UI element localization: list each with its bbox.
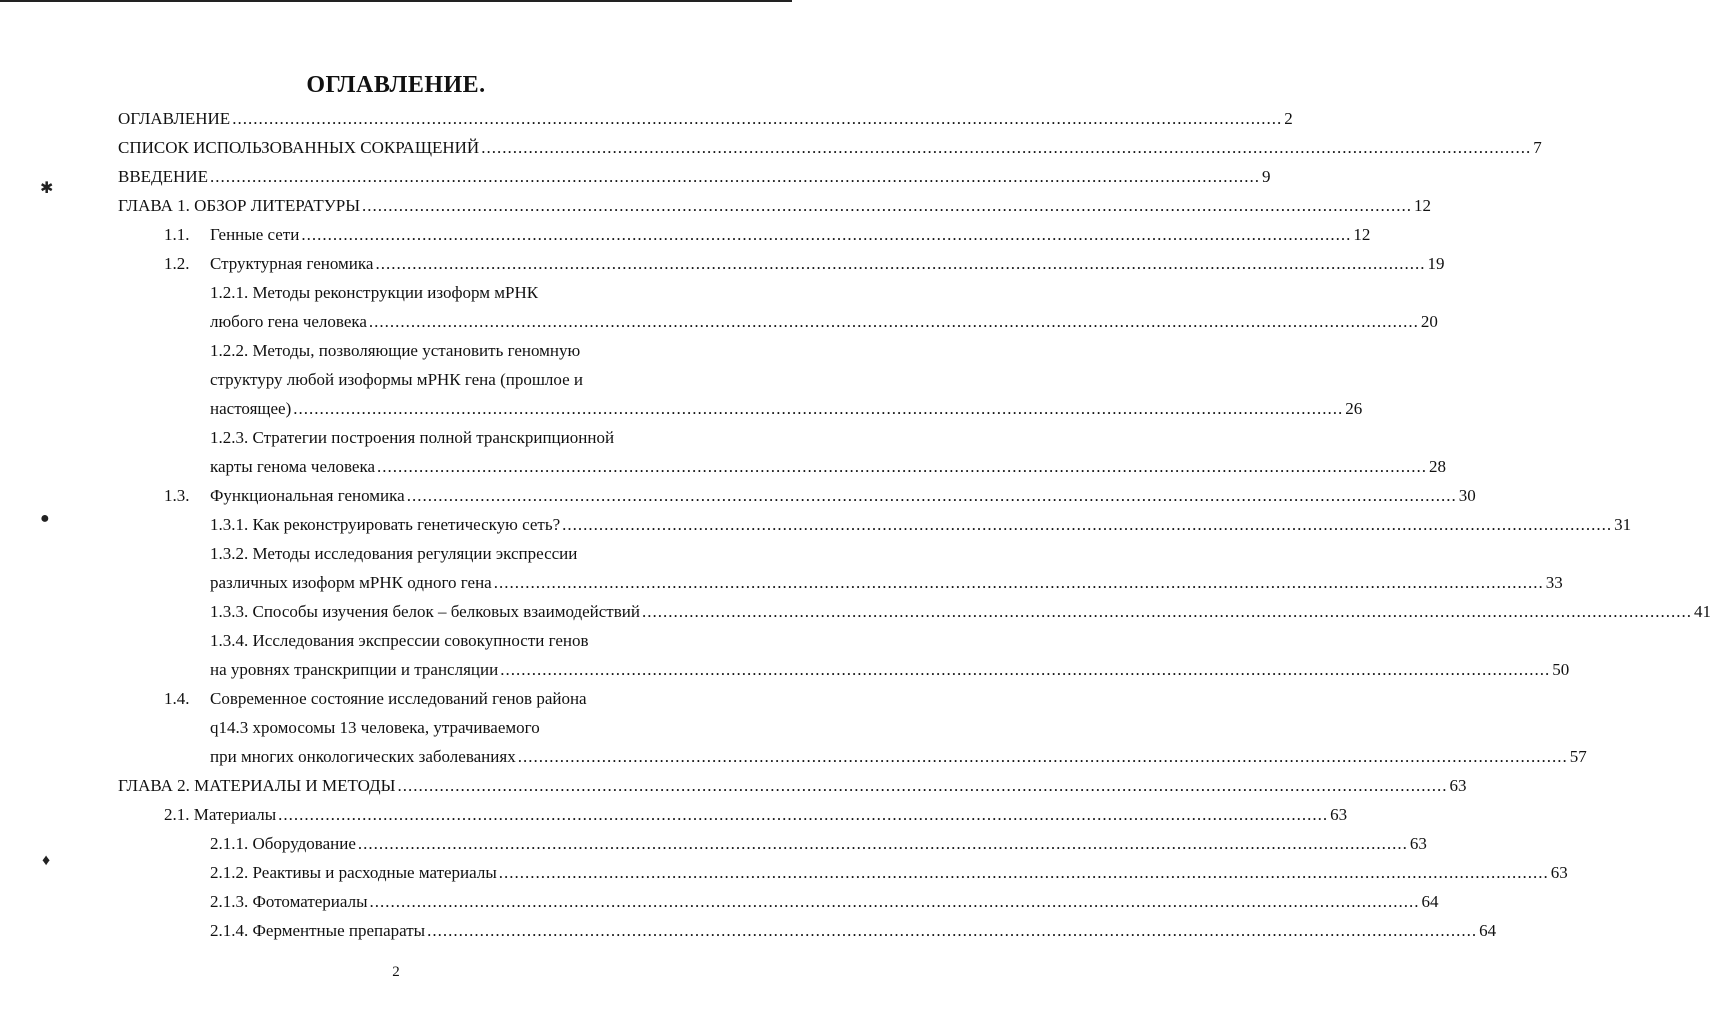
- page-title: ОГЛАВЛЕНИЕ.: [306, 72, 486, 98]
- toc-entry-label: Структурная геномика: [210, 254, 374, 273]
- toc-entry-label: Генные сети: [210, 225, 300, 244]
- toc-entry-label: различных изоформ мРНК одного гена: [210, 573, 492, 592]
- leader-dots: ........................................................................................................................................................................................................: [362, 196, 1413, 215]
- toc-entry[interactable]: [210, 742, 1587, 771]
- leader-dots: ........................................................................................................................................................................................................: [481, 138, 1532, 157]
- toc-entry[interactable]: [210, 452, 1447, 481]
- toc-entry-page: 2: [1284, 109, 1293, 128]
- toc-entry-line: структуру любой изоформы мРНК гена (прошлое и: [210, 370, 584, 389]
- leader-dots: ........................................................................................................................................................................................................: [375, 254, 1426, 273]
- toc-entry-label: 2.1.3. Фотоматериалы: [210, 892, 368, 911]
- toc-entry-label: 2.1.4. Ферментные препараты: [210, 921, 426, 940]
- leader-dots: ........................................................................................................................................................................................................: [493, 573, 1544, 592]
- toc-entry-line: q14.3 хромосомы 13 человека, утрачиваемого: [210, 718, 540, 737]
- toc-entry[interactable]: [210, 597, 1711, 626]
- toc-entry-label: 1.3.1. Как реконструировать генетическую сеть?: [210, 515, 561, 534]
- scan-mark: ✱: [40, 180, 54, 197]
- leader-dots: ........................................................................................................................................................................................................: [397, 776, 1448, 795]
- toc-entry[interactable]: [210, 655, 1570, 684]
- toc-entry-label: на уровнях транскрипции и трансляции: [210, 660, 499, 679]
- toc-entry-page: 57: [1569, 747, 1587, 766]
- toc-entry[interactable]: [118, 771, 1467, 800]
- toc-entry-page: 41: [1693, 602, 1711, 621]
- toc-entry-label: настоящее): [210, 399, 292, 418]
- toc-entry-page: 30: [1458, 486, 1476, 505]
- toc-entry-number: 1.4.: [164, 689, 190, 708]
- top-border-rule: [0, 0, 792, 2]
- toc-entry[interactable]: [164, 800, 1348, 829]
- toc-entry[interactable]: [210, 858, 1568, 887]
- leader-dots: ........................................................................................................................................................................................................: [406, 486, 1457, 505]
- toc-entry-label: 2.1.2. Реактивы и расходные материалы: [210, 863, 497, 882]
- leader-dots: ........................................................................................................................................................................................................: [232, 109, 1283, 128]
- toc-entry[interactable]: [118, 162, 1271, 191]
- leader-dots: ........................................................................................................................................................................................................: [641, 602, 1692, 621]
- toc-entry-label: 1.3.3. Способы изучения белок – белковых взаимодействий: [210, 602, 640, 621]
- toc-entry-page: 9: [1261, 167, 1271, 186]
- toc-entry[interactable]: [164, 220, 1371, 249]
- toc-entry-label: ГЛАВА 1. ОБЗОР ЛИТЕРАТУРЫ: [118, 196, 361, 215]
- toc-entry[interactable]: [164, 481, 1476, 510]
- toc-entry-number: 1.3.: [164, 486, 190, 505]
- toc-entry-page: 63: [1449, 776, 1467, 795]
- toc-entry-page: 12: [1353, 225, 1371, 244]
- toc-entry-label: ОГЛАВЛЕНИЕ: [118, 109, 231, 128]
- toc-entry[interactable]: [210, 394, 1363, 423]
- toc-entry-line: 1.2.3. Стратегии построения полной транскрипционной: [210, 428, 615, 447]
- leader-dots: ........................................................................................................................................................................................................: [369, 892, 1420, 911]
- leader-dots: ........................................................................................................................................................................................................: [301, 225, 1352, 244]
- toc-entry-page: 50: [1552, 660, 1570, 679]
- toc-entry[interactable]: [210, 916, 1497, 945]
- toc-entry-label: любого гена человека: [210, 312, 367, 331]
- toc-entry-label: 2.1. Материалы: [164, 805, 277, 824]
- toc-entry-label: 2.1.1. Оборудование: [210, 834, 356, 853]
- toc-entry-page: 12: [1414, 196, 1432, 215]
- toc-entry-label: Функциональная геномика: [210, 486, 405, 505]
- toc-entry-line: 1.2.1. Методы реконструкции изоформ мРНК: [210, 283, 539, 302]
- scan-mark: ♦: [42, 852, 51, 869]
- leader-dots: ........................................................................................................................................................................................................: [368, 312, 1419, 331]
- toc-entry-number: 1.2.: [164, 254, 190, 273]
- leader-dots: ........................................................................................................................................................................................................: [517, 747, 1568, 766]
- toc-entry-page: 63: [1409, 834, 1427, 853]
- toc-entry[interactable]: [210, 510, 1632, 539]
- leader-dots: ........................................................................................................................................................................................................: [562, 515, 1613, 534]
- toc-entry-line: Современное состояние исследований генов района: [210, 689, 587, 708]
- toc-entry[interactable]: [210, 887, 1439, 916]
- toc-entry-label: СПИСОК ИСПОЛЬЗОВАННЫХ СОКРАЩЕНИЙ: [118, 138, 480, 157]
- toc-entry-page: 64: [1479, 921, 1497, 940]
- toc-entry-page: 7: [1533, 138, 1542, 157]
- toc-entry-label: карты генома человека: [210, 457, 376, 476]
- toc-entry[interactable]: [164, 249, 1445, 278]
- toc-entry-label: ГЛАВА 2. МАТЕРИАЛЫ И МЕТОДЫ: [118, 776, 396, 795]
- toc-entry-page: 20: [1420, 312, 1438, 331]
- toc-entry[interactable]: [118, 104, 1293, 133]
- toc-entry[interactable]: [210, 829, 1427, 858]
- leader-dots: ........................................................................................................................................................................................................: [498, 863, 1549, 882]
- toc-entry[interactable]: [210, 568, 1563, 597]
- toc-entry-line: 1.3.4. Исследования экспрессии совокупности генов: [210, 631, 589, 650]
- toc-entry-page: 31: [1614, 515, 1632, 534]
- toc-entry-page: 33: [1545, 573, 1563, 592]
- leader-dots: ........................................................................................................................................................................................................: [357, 834, 1408, 853]
- toc-entry-number: 1.1.: [164, 225, 190, 244]
- leader-dots: ........................................................................................................................................................................................................: [427, 921, 1478, 940]
- toc-entry-page: 64: [1421, 892, 1439, 911]
- leader-dots: ........................................................................................................................................................................................................: [377, 457, 1428, 476]
- scan-mark: ●: [40, 510, 50, 527]
- toc-entry-line: 1.2.2. Методы, позволяющие установить геномную: [210, 341, 581, 360]
- toc-entry-page: 26: [1345, 399, 1363, 418]
- toc-entry-page: 63: [1330, 805, 1348, 824]
- toc-entry[interactable]: [118, 191, 1432, 220]
- toc-entry-line: 1.3.2. Методы исследования регуляции экспрессии: [210, 544, 578, 563]
- toc-entry-page: 63: [1550, 863, 1568, 882]
- leader-dots: ........................................................................................................................................................................................................: [209, 167, 1260, 186]
- toc-entry[interactable]: [210, 307, 1438, 336]
- toc-entry-page: 28: [1429, 457, 1447, 476]
- toc-entry[interactable]: [118, 133, 1542, 162]
- page-number: 2: [392, 964, 400, 980]
- leader-dots: ........................................................................................................................................................................................................: [500, 660, 1551, 679]
- toc-entry-label: при многих онкологических заболеваниях: [210, 747, 516, 766]
- leader-dots: ........................................................................................................................................................................................................: [293, 399, 1344, 418]
- toc-entry-page: 19: [1427, 254, 1445, 273]
- leader-dots: ........................................................................................................................................................................................................: [278, 805, 1329, 824]
- toc-entry-label: ВВЕДЕНИЕ: [118, 167, 208, 186]
